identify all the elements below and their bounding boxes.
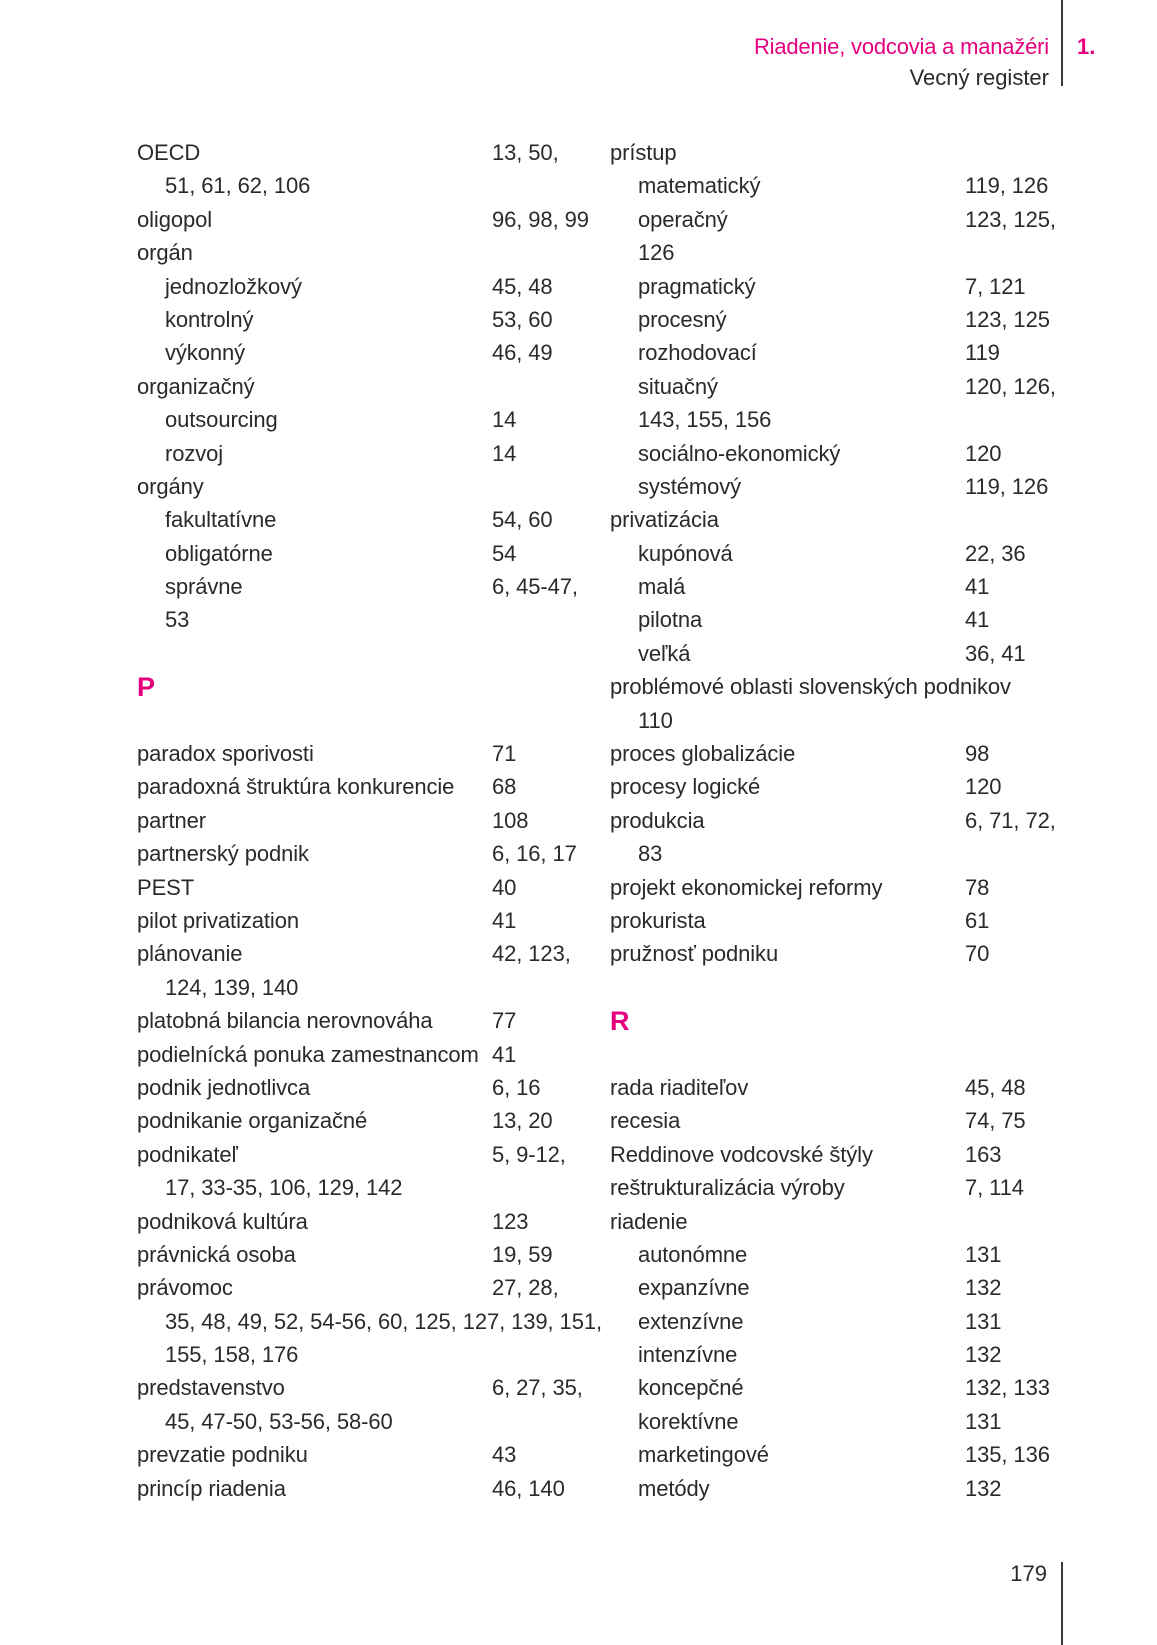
page-references: 14	[492, 440, 517, 466]
index-subentry	[610, 1238, 1060, 1271]
page-references: 123	[492, 1208, 529, 1234]
letter-heading-text: R	[610, 1005, 630, 1036]
index-term: operačný	[638, 206, 728, 232]
page-references: 120	[965, 774, 1002, 800]
index-subentry	[137, 336, 592, 369]
page-references: 7, 114	[965, 1175, 1024, 1201]
index-term: prevzatie podniku	[137, 1442, 308, 1468]
index-entry	[610, 737, 1060, 770]
index-subentry	[610, 1405, 1060, 1438]
index-entry-continuation	[610, 837, 1060, 870]
page-references: 13, 20	[492, 1108, 553, 1134]
running-header-chapter-title: Riadenie, vodcovia a manažéri	[753, 34, 1049, 59]
index-subentry	[137, 403, 592, 436]
index-entry	[137, 770, 592, 803]
page-references: 40	[492, 874, 517, 900]
index-entry	[137, 871, 592, 904]
index-term: intenzívne	[638, 1342, 738, 1368]
page-references: 123, 125	[965, 306, 1050, 332]
page-references-continued: 83	[638, 841, 663, 867]
index-term: fakultatívne	[165, 507, 277, 533]
index-entry	[137, 203, 592, 236]
index-entry-continuation	[137, 1171, 592, 1204]
page-references: 123, 125,	[965, 206, 1056, 232]
index-term: OECD	[137, 140, 201, 165]
index-entry	[137, 904, 592, 937]
index-term: podnikateľ	[137, 1141, 238, 1167]
page-references: 43	[492, 1442, 517, 1468]
index-term: správne	[165, 574, 243, 600]
page-references: 13, 50,	[492, 140, 559, 165]
index-term: rozvoj	[165, 440, 224, 466]
index-term: sociálno-ekonomický	[638, 440, 841, 466]
index-subentry	[610, 470, 1060, 503]
index-term: podnik jednotlivca	[137, 1074, 311, 1100]
index-subentry	[137, 503, 592, 536]
index-term: kontrolný	[165, 306, 254, 332]
index-term: právomoc	[137, 1275, 233, 1301]
index-term: metódy	[638, 1475, 710, 1501]
page-references: 96, 98, 99	[492, 206, 589, 232]
index-term: plánovanie	[137, 941, 243, 967]
page-references: 6, 16, 17	[492, 841, 577, 867]
page-references: 119, 126	[965, 173, 1049, 199]
index-subentry	[610, 570, 1060, 603]
index-subentry	[610, 603, 1060, 636]
page-references: 14	[492, 407, 517, 433]
index-entry-continuation	[137, 1405, 592, 1438]
page-references-continued: 110	[638, 707, 673, 733]
index-term: výkonný	[165, 340, 246, 366]
index-term: právnická osoba	[137, 1241, 296, 1267]
index-entry	[610, 1138, 1060, 1171]
running-header-chapter-number: 1.	[1077, 34, 1096, 59]
index-entry	[610, 1205, 1060, 1238]
index-term: rada riaditeľov	[610, 1074, 749, 1100]
page-references-continued: 124, 139, 140	[165, 974, 299, 1000]
index-term: koncepčné	[638, 1375, 744, 1401]
index-subentry	[137, 303, 592, 336]
index-entry	[610, 136, 1060, 169]
index-term: matematický	[638, 173, 761, 199]
index-term: obligatórne	[165, 540, 273, 566]
page-references: 46, 49	[492, 340, 553, 366]
index-entry	[137, 370, 592, 403]
page-references: 42, 123,	[492, 941, 571, 967]
page-references-continued: 45, 47-50, 53-56, 58-60	[165, 1408, 393, 1434]
index-subentry	[610, 537, 1060, 570]
page-references: 74, 75	[965, 1108, 1026, 1134]
index-entry	[610, 904, 1060, 937]
index-term: reštrukturalizácia výroby	[610, 1175, 845, 1201]
index-entry	[137, 937, 592, 970]
index-term: organizačný	[137, 373, 255, 399]
page-references: 77	[492, 1008, 517, 1034]
index-entry-continuation	[137, 603, 592, 636]
page-references: 27, 28,	[492, 1275, 559, 1301]
index-term: problémové oblasti slovenských podnikov	[610, 674, 1011, 700]
page-references-continued: 51, 61, 62, 106	[165, 173, 311, 199]
page-references: 131	[965, 1408, 1002, 1434]
page-references: 68	[492, 774, 517, 800]
index-term: PEST	[137, 874, 195, 900]
page-references: 19, 59	[492, 1241, 553, 1267]
index-term: pilot privatization	[137, 908, 299, 933]
page-references: 6, 71, 72,	[965, 807, 1056, 833]
page-references: 22, 36	[965, 540, 1026, 566]
index-term: pružnosť podniku	[610, 941, 779, 967]
page-references: 46, 140	[492, 1475, 565, 1501]
page-references-continued: 35, 48, 49, 52, 54-56, 60, 125, 127, 139, 151,	[165, 1308, 602, 1334]
index-term: malá	[638, 574, 686, 600]
letter-heading-text: P	[137, 671, 156, 702]
page-references-continued: 155, 158, 176	[165, 1342, 299, 1368]
index-entry-continuation	[137, 971, 592, 1004]
index-entry	[137, 737, 592, 770]
index-term: kupónová	[638, 540, 733, 566]
index-entry	[137, 804, 592, 837]
index-term: proces globalizácie	[610, 741, 796, 767]
index-entry	[137, 1438, 592, 1471]
index-entry	[137, 837, 592, 870]
index-subentry	[610, 1338, 1060, 1371]
index-entry-continuation	[610, 236, 1060, 269]
index-entry-continuation	[137, 169, 592, 202]
index-term: orgány	[137, 473, 204, 499]
page-references: 132, 133	[965, 1375, 1050, 1401]
index-entry	[137, 1104, 592, 1137]
index-term: marketingové	[638, 1442, 769, 1468]
index-subentry	[610, 437, 1060, 470]
page-references: 41	[492, 1041, 517, 1067]
index-subentry	[610, 1438, 1060, 1471]
index-entry	[137, 1205, 592, 1238]
index-subentry	[610, 303, 1060, 336]
index-term: paradox sporivosti	[137, 741, 314, 767]
index-subentry	[137, 537, 592, 570]
index-entry	[137, 236, 592, 269]
index-term: situačný	[638, 373, 718, 399]
page-references: 61	[965, 907, 990, 933]
page-references: 131	[965, 1308, 1002, 1334]
page-references: 6, 27, 35,	[492, 1375, 583, 1401]
page-references: 132	[965, 1342, 1002, 1368]
index-entry	[610, 804, 1060, 837]
index-entry	[610, 1171, 1060, 1204]
index-term: procesy logické	[610, 774, 761, 800]
index-term: oligopol	[137, 206, 213, 232]
index-term: prístup	[610, 140, 677, 165]
index-entry	[137, 1038, 592, 1071]
index-subentry	[137, 270, 592, 303]
index-subentry	[610, 1271, 1060, 1304]
page-references: 41	[965, 574, 990, 600]
index-entry-continuation	[137, 1338, 592, 1371]
index-subentry	[137, 437, 592, 470]
index-term: expanzívne	[638, 1275, 750, 1301]
index-term: princíp riadenia	[137, 1475, 286, 1501]
page-references: 131	[965, 1241, 1002, 1267]
page-references: 98	[965, 741, 990, 767]
index-entry	[610, 1104, 1060, 1137]
index-term: veľká	[638, 640, 691, 666]
index-subentry	[137, 570, 592, 603]
index-term: systémový	[638, 473, 742, 499]
page-references: 132	[965, 1275, 1002, 1301]
index-term: outsourcing	[165, 407, 278, 433]
index-term: partner	[137, 807, 207, 833]
page-references: 119	[965, 340, 1000, 366]
index-term: extenzívne	[638, 1308, 744, 1334]
page-references: 78	[965, 874, 990, 900]
index-term: partnerský podnik	[137, 841, 309, 867]
index-term: privatizácia	[610, 507, 719, 533]
index-entry	[137, 1472, 592, 1505]
index-subentry	[610, 1472, 1060, 1505]
index-letter-heading	[137, 637, 592, 737]
index-term: autonómne	[638, 1241, 748, 1267]
index-column-left	[137, 136, 602, 1505]
page-references: 54, 60	[492, 507, 553, 533]
index-term: orgán	[137, 240, 193, 266]
page-references: 54	[492, 540, 517, 566]
page-number: 179	[1010, 1561, 1047, 1586]
page-references: 119, 126	[965, 473, 1049, 499]
index-subentry	[610, 336, 1060, 369]
index-entry	[137, 1371, 592, 1404]
index-entry	[137, 470, 592, 503]
index-entry	[610, 1071, 1060, 1104]
index-term: podnikanie organizačné	[137, 1108, 368, 1134]
page-references: 53, 60	[492, 306, 553, 332]
index-term: recesia	[610, 1108, 681, 1134]
page-references: 163	[965, 1141, 1002, 1167]
index-subentry	[610, 203, 1060, 236]
index-term: jednozložkový	[165, 273, 302, 299]
page-references: 5, 9-12,	[492, 1141, 566, 1167]
page-references: 71	[492, 741, 517, 767]
page-references: 36, 41	[965, 640, 1026, 666]
page-references: 70	[965, 941, 990, 967]
page-references: 108	[492, 807, 529, 833]
page-references: 45, 48	[965, 1074, 1026, 1100]
page-references-continued: 126	[638, 240, 675, 266]
index-entry	[137, 1138, 592, 1171]
index-subentry	[610, 370, 1060, 403]
index-column-right	[610, 136, 1060, 1505]
index-term: Reddinove vodcovské štýly	[610, 1141, 873, 1167]
page-references-continued: 17, 33-35, 106, 129, 142	[165, 1175, 403, 1201]
index-term: pragmatický	[638, 273, 756, 299]
index-term: predstavenstvo	[137, 1375, 285, 1401]
index-entry	[137, 1071, 592, 1104]
index-entry	[137, 1271, 592, 1304]
footer-vertical-rule	[1061, 1562, 1063, 1645]
index-entry	[137, 1238, 592, 1271]
index-subentry	[610, 637, 1060, 670]
page-references: 120	[965, 440, 1002, 466]
index-subentry	[610, 169, 1060, 202]
index-entry	[610, 770, 1060, 803]
page-references-continued: 143, 155, 156	[638, 407, 772, 433]
page-references: 135, 136	[965, 1442, 1050, 1468]
index-subentry	[610, 1371, 1060, 1404]
page-references: 132	[965, 1475, 1002, 1501]
page-references: 120, 126,	[965, 373, 1056, 399]
header-vertical-rule	[1061, 0, 1063, 86]
page-references-continued: 53	[165, 607, 190, 633]
index-entry	[137, 136, 592, 169]
index-subentry	[610, 270, 1060, 303]
index-term: produkcia	[610, 807, 705, 833]
index-entry	[610, 503, 1060, 536]
index-subentry	[610, 1305, 1060, 1338]
index-term: paradoxná štruktúra konkurencie	[137, 774, 455, 800]
index-term: podniková kultúra	[137, 1208, 308, 1234]
index-term: pilotna	[638, 607, 703, 633]
index-entry-continuation	[610, 403, 1060, 436]
index-term: riadenie	[610, 1208, 688, 1234]
index-term: rozhodovací	[638, 340, 757, 366]
index-entry-continuation	[610, 704, 1060, 737]
index-entry	[610, 871, 1060, 904]
index-entry	[137, 1004, 592, 1037]
index-term: prokurista	[610, 907, 706, 933]
index-term: procesný	[638, 306, 727, 332]
page-references: 6, 16	[492, 1074, 541, 1100]
index-letter-heading	[610, 971, 1060, 1071]
page-references: 41	[965, 607, 990, 633]
index-term: platobná bilancia nerovnováha	[137, 1008, 433, 1034]
index-entry	[610, 937, 1060, 970]
index-term: projekt ekonomickej reformy	[610, 874, 883, 900]
index-entry	[610, 670, 1060, 703]
page-references: 7, 121	[965, 273, 1026, 299]
index-term: korektívne	[638, 1408, 739, 1434]
index-term: podielnícká ponuka zamestnancom	[137, 1041, 479, 1067]
page-references: 6, 45-47,	[492, 574, 578, 600]
page-references: 41	[492, 908, 517, 933]
running-header-section-title: Vecný register	[909, 65, 1049, 90]
page-references: 45, 48	[492, 273, 553, 299]
index-entry-continuation	[137, 1305, 602, 1338]
